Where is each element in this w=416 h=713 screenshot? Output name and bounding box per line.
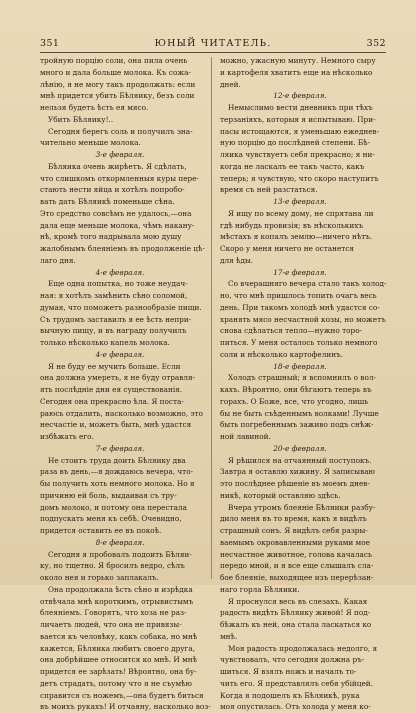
text-line: домъ молоко, и потому она перестала bbox=[40, 502, 187, 512]
text-line: для ѣды. bbox=[220, 255, 254, 265]
text-line: стають нести яйца и хотѣлъ попробо- bbox=[40, 185, 185, 195]
diary-date-heading: 12-е февраля. bbox=[273, 91, 327, 101]
text-line: личаетъ людей, что она не привязы- bbox=[40, 620, 182, 629]
text-line: бѣжалъ къ ней, она стала ласкаться ко bbox=[220, 620, 372, 629]
text-line: кажется, Бѣляика любитъ своего друга, bbox=[40, 643, 196, 653]
text-line: раюсь отдалить, насколько возможно, это bbox=[40, 408, 203, 418]
text-line: мѣстахъ я копалъ землю—ничего нѣтъ. bbox=[220, 232, 373, 242]
text-line: Немыслимо вести дневникъ при тѣхъ bbox=[228, 103, 373, 112]
text-line: страшный сонъ. Я видѣлъ себя разры- bbox=[220, 526, 368, 535]
diary-date-heading: 18-е февраля. bbox=[273, 361, 327, 371]
text-line: горахъ. О Боже, все, что угодно, лишь bbox=[220, 396, 369, 406]
diary-date-heading: 8-е февраля. bbox=[95, 537, 145, 547]
text-line: день. При такомъ холодѣ мнѣ удастся со- bbox=[220, 302, 380, 312]
text-line: придется оставить ее въ покоѣ. bbox=[40, 526, 162, 535]
text-line: вается къ человѣку, какъ собака, но мнѣ bbox=[40, 631, 198, 641]
text-line: много и дала больше молока. Къ сожа- bbox=[40, 67, 191, 77]
text-line: нельзя будетъ ѣсть ея мясо. bbox=[40, 103, 149, 112]
journal-title: ЮНЫЙ ЧИТАТЕЛЬ. bbox=[154, 38, 272, 49]
text-line: дило меня въ то время, какъ я видѣлъ bbox=[220, 514, 367, 524]
text-line: Съ трудомъ заставилъ я ее ѣсть непри- bbox=[40, 314, 192, 324]
text-line: питься. У меня осталось только немного bbox=[220, 338, 378, 347]
diary-date-heading: 4-е февраля. bbox=[95, 349, 145, 359]
text-line: соли и нѣсколько картофелинъ. bbox=[220, 349, 344, 359]
text-line: ную порцію до послѣдней степени. Бѣ- bbox=[220, 138, 371, 148]
diary-date-heading: 20-е февраля. bbox=[273, 443, 327, 453]
text-line: Со вчерашняго вечера стало такъ холод- bbox=[228, 279, 387, 289]
text-line: лѣнію, я не могу такъ продолжать: если bbox=[40, 79, 196, 89]
text-line: но, что мнѣ пришлось топить очагъ весь bbox=[220, 291, 377, 300]
text-line: она должна умереть, я не буду отравля- bbox=[40, 373, 196, 383]
text-line: нѣ, кромѣ того надрывала мою душу bbox=[40, 232, 182, 242]
text-line: снова сдѣлаться тепло—нужно торо- bbox=[220, 326, 363, 336]
running-head bbox=[40, 38, 386, 52]
left-column bbox=[40, 55, 211, 712]
text-line: Я не буду ее мучить больше. Если bbox=[48, 361, 181, 371]
text-line: ку, но тщетно. Я бросилъ ведро, сѣлъ bbox=[40, 561, 185, 571]
text-line: вычную пищу, и въ награду получилъ bbox=[40, 326, 187, 336]
text-line: ваемымъ окровавленными руками мое bbox=[220, 537, 370, 547]
text-line: думая, что поможетъ разнообразіе пищи. bbox=[40, 302, 202, 312]
text-line: Сегодня она прекрасно ѣла. Я поста- bbox=[40, 396, 184, 406]
text-line: бое блеяніе, выходящее изъ перерѣзан- bbox=[220, 573, 374, 582]
text-line: ять послѣдніе дни ея существованія. bbox=[40, 385, 183, 394]
right-column bbox=[220, 55, 387, 712]
text-line: когда не ласкалъ ее такъ часто, какъ bbox=[220, 161, 365, 171]
text-line: раза въ день,—я дождаюсь вечера, что- bbox=[40, 467, 194, 477]
text-line: придется ее зарѣзать! Вѣроятно, она бу- bbox=[40, 667, 197, 676]
text-line: справится съ ножемъ,—она будетъ биться bbox=[40, 690, 204, 700]
text-line: вать дать Бѣляикѣ поменьше сѣна. bbox=[40, 197, 175, 206]
text-line: несчастное животное, голова качалась bbox=[220, 549, 372, 559]
text-line: бы получить хоть немного молока. Но я bbox=[40, 479, 195, 488]
text-line: гдѣ нибудь провизія; въ нѣсколькихъ bbox=[220, 220, 363, 230]
text-line: чувствовалъ, что сегодня должна ръ- bbox=[220, 655, 365, 665]
text-line: радость видѣть Бѣляику живой! Я под- bbox=[220, 608, 371, 618]
page-number-left: 351 bbox=[40, 38, 60, 49]
text-line: чить его. Я представлялъ себя убійцей. bbox=[220, 678, 373, 688]
text-line: Я проснулся весь въ слезахъ. Какая bbox=[228, 596, 368, 606]
text-line: бы не быть съѣденнымъ волками! Лучше bbox=[220, 408, 379, 418]
text-line: наго горла Бѣляики. bbox=[220, 584, 300, 594]
text-line: терзаніяхъ, которыя я испытываю. При- bbox=[220, 114, 376, 124]
text-line: Еще одна попытка, но тоже неудач- bbox=[48, 279, 188, 289]
text-line: можно, ужасную минуту. Немного сыру bbox=[220, 56, 376, 65]
text-line: хранять мясо несчастной козы, но можетъ bbox=[220, 314, 386, 324]
text-line: Моя радость продолжалась недолго, я bbox=[228, 643, 378, 653]
text-line: время съ ней разстаться. bbox=[220, 185, 318, 195]
text-line: Вчера утромъ блеяніе Бѣляики разбу- bbox=[228, 502, 376, 512]
text-line: Холодъ страшный; я вспомнилъ о вол- bbox=[228, 373, 377, 383]
text-line: Сегодня берегъ соль и получилъ зна- bbox=[48, 126, 193, 136]
text-line: дала еще меньше молока, чѣмъ накану- bbox=[40, 220, 195, 230]
text-line: избѣжать его. bbox=[40, 432, 94, 441]
text-line: жалобнымъ блеяніемъ въ продолженіе цѣ- bbox=[40, 244, 205, 253]
text-line: и картофеля хватитъ еще на нѣсколько bbox=[220, 67, 373, 77]
text-line: Я рѣшился на отчаянный поступокъ. bbox=[228, 455, 372, 465]
text-line: Когда я подошелъ къ Бѣляикѣ, рука bbox=[220, 690, 360, 700]
diary-date-heading: 3-е февраля. bbox=[95, 150, 145, 159]
text-line: лаго дня. bbox=[40, 255, 76, 265]
diary-date-heading: 13-е февраля. bbox=[273, 197, 327, 206]
text-line: она добрѣйшее относится ко мнѣ. И мнѣ bbox=[40, 655, 198, 665]
text-line: Бѣляика очень жирѣетъ. Я сдѣлать, bbox=[48, 161, 187, 171]
text-line: кахъ. Вѣроятно, они бѣгаютъ теперь въ bbox=[220, 385, 372, 394]
text-line: никѣ, который оставляю здѣсь. bbox=[220, 490, 341, 500]
text-line: теперь; я чувствую, что скоро наступитъ bbox=[220, 173, 379, 183]
text-line: мнѣ придется убить Бѣляику, безъ соли bbox=[40, 91, 195, 101]
text-line: Сегодня я пробовалъ подоить Бѣляи- bbox=[48, 549, 192, 559]
text-line: отвѣчала мнѣ короткимъ, отрывистымъ bbox=[40, 596, 194, 606]
text-line: только нѣсколько капель молока. bbox=[40, 338, 170, 347]
text-line: детъ страдать, потому что я не съумѣю bbox=[40, 678, 192, 688]
text-line: ная: я хотѣлъ замѣнить сѣно соломой, bbox=[40, 291, 188, 300]
text-line: ной лавиной. bbox=[220, 432, 271, 441]
text-line: блеяніемъ. Говорятъ, что хоза не раз- bbox=[40, 608, 187, 618]
text-line: Завтра я оставлю хижину. Я записываю bbox=[220, 467, 375, 477]
text-line: тройную порцію соли, она пила очень bbox=[40, 56, 188, 65]
diary-date-heading: 17-е февраля. bbox=[273, 267, 327, 277]
text-line: это послѣднее рѣшеніе въ моемъ днев- bbox=[220, 479, 370, 488]
text-line: Она продолжала ѣсть сѣно и изрѣдка bbox=[48, 584, 193, 594]
text-line: пасы истощаются, я уменьшаю ежеднев- bbox=[220, 126, 380, 136]
text-line: Не стоитъ труда доить Бѣляику два bbox=[48, 455, 186, 465]
diary-date-heading: 7-е февраля. bbox=[95, 443, 145, 453]
text-line: дней. bbox=[220, 79, 241, 89]
text-line: въ моихъ рукахъ! И отчаяну, насколько воз- bbox=[40, 702, 211, 712]
text-line: ляика чувствуетъ себя прекрасно; я ни- bbox=[220, 150, 375, 159]
page-number-right: 352 bbox=[366, 38, 386, 49]
text-line: передо мной, и я все еще слышалъ сла- bbox=[220, 561, 374, 571]
text-line: Скоро у меня ничего не останется bbox=[220, 244, 354, 253]
diary-date-heading: 4-е февраля. bbox=[95, 267, 145, 277]
text-line: Убить Бѣляику!.. bbox=[48, 114, 114, 124]
column-divider bbox=[211, 57, 212, 579]
text-line: что слишкомъ откормленныя куры пере- bbox=[40, 173, 199, 183]
text-line: около нея и горько заплакалъ. bbox=[40, 573, 159, 582]
text-line: несчастіе и, можетъ быть, мнѣ удастся bbox=[40, 420, 192, 430]
text-line: Это средство совсѣмъ не удалось,—она bbox=[40, 208, 192, 218]
text-line: причиню ей боль, выдаивая съ тру- bbox=[40, 490, 177, 500]
header-rule bbox=[40, 52, 386, 53]
text-line: мнѣ. bbox=[220, 631, 238, 641]
text-line: быть погребеннымъ заживо подъ снѣж- bbox=[220, 420, 374, 430]
text-line: Я ищу по всему дому, не спрятана ли bbox=[228, 208, 374, 218]
text-line: чительно меньше молока. bbox=[40, 138, 141, 148]
text-line: шиться. Я взялъ ножъ и началъ то- bbox=[220, 667, 357, 676]
text-line: подпускать меня къ себѣ. Очевидно, bbox=[40, 514, 182, 524]
text-line: моя опустилась. Отъ холода у меня ко- bbox=[220, 702, 371, 712]
